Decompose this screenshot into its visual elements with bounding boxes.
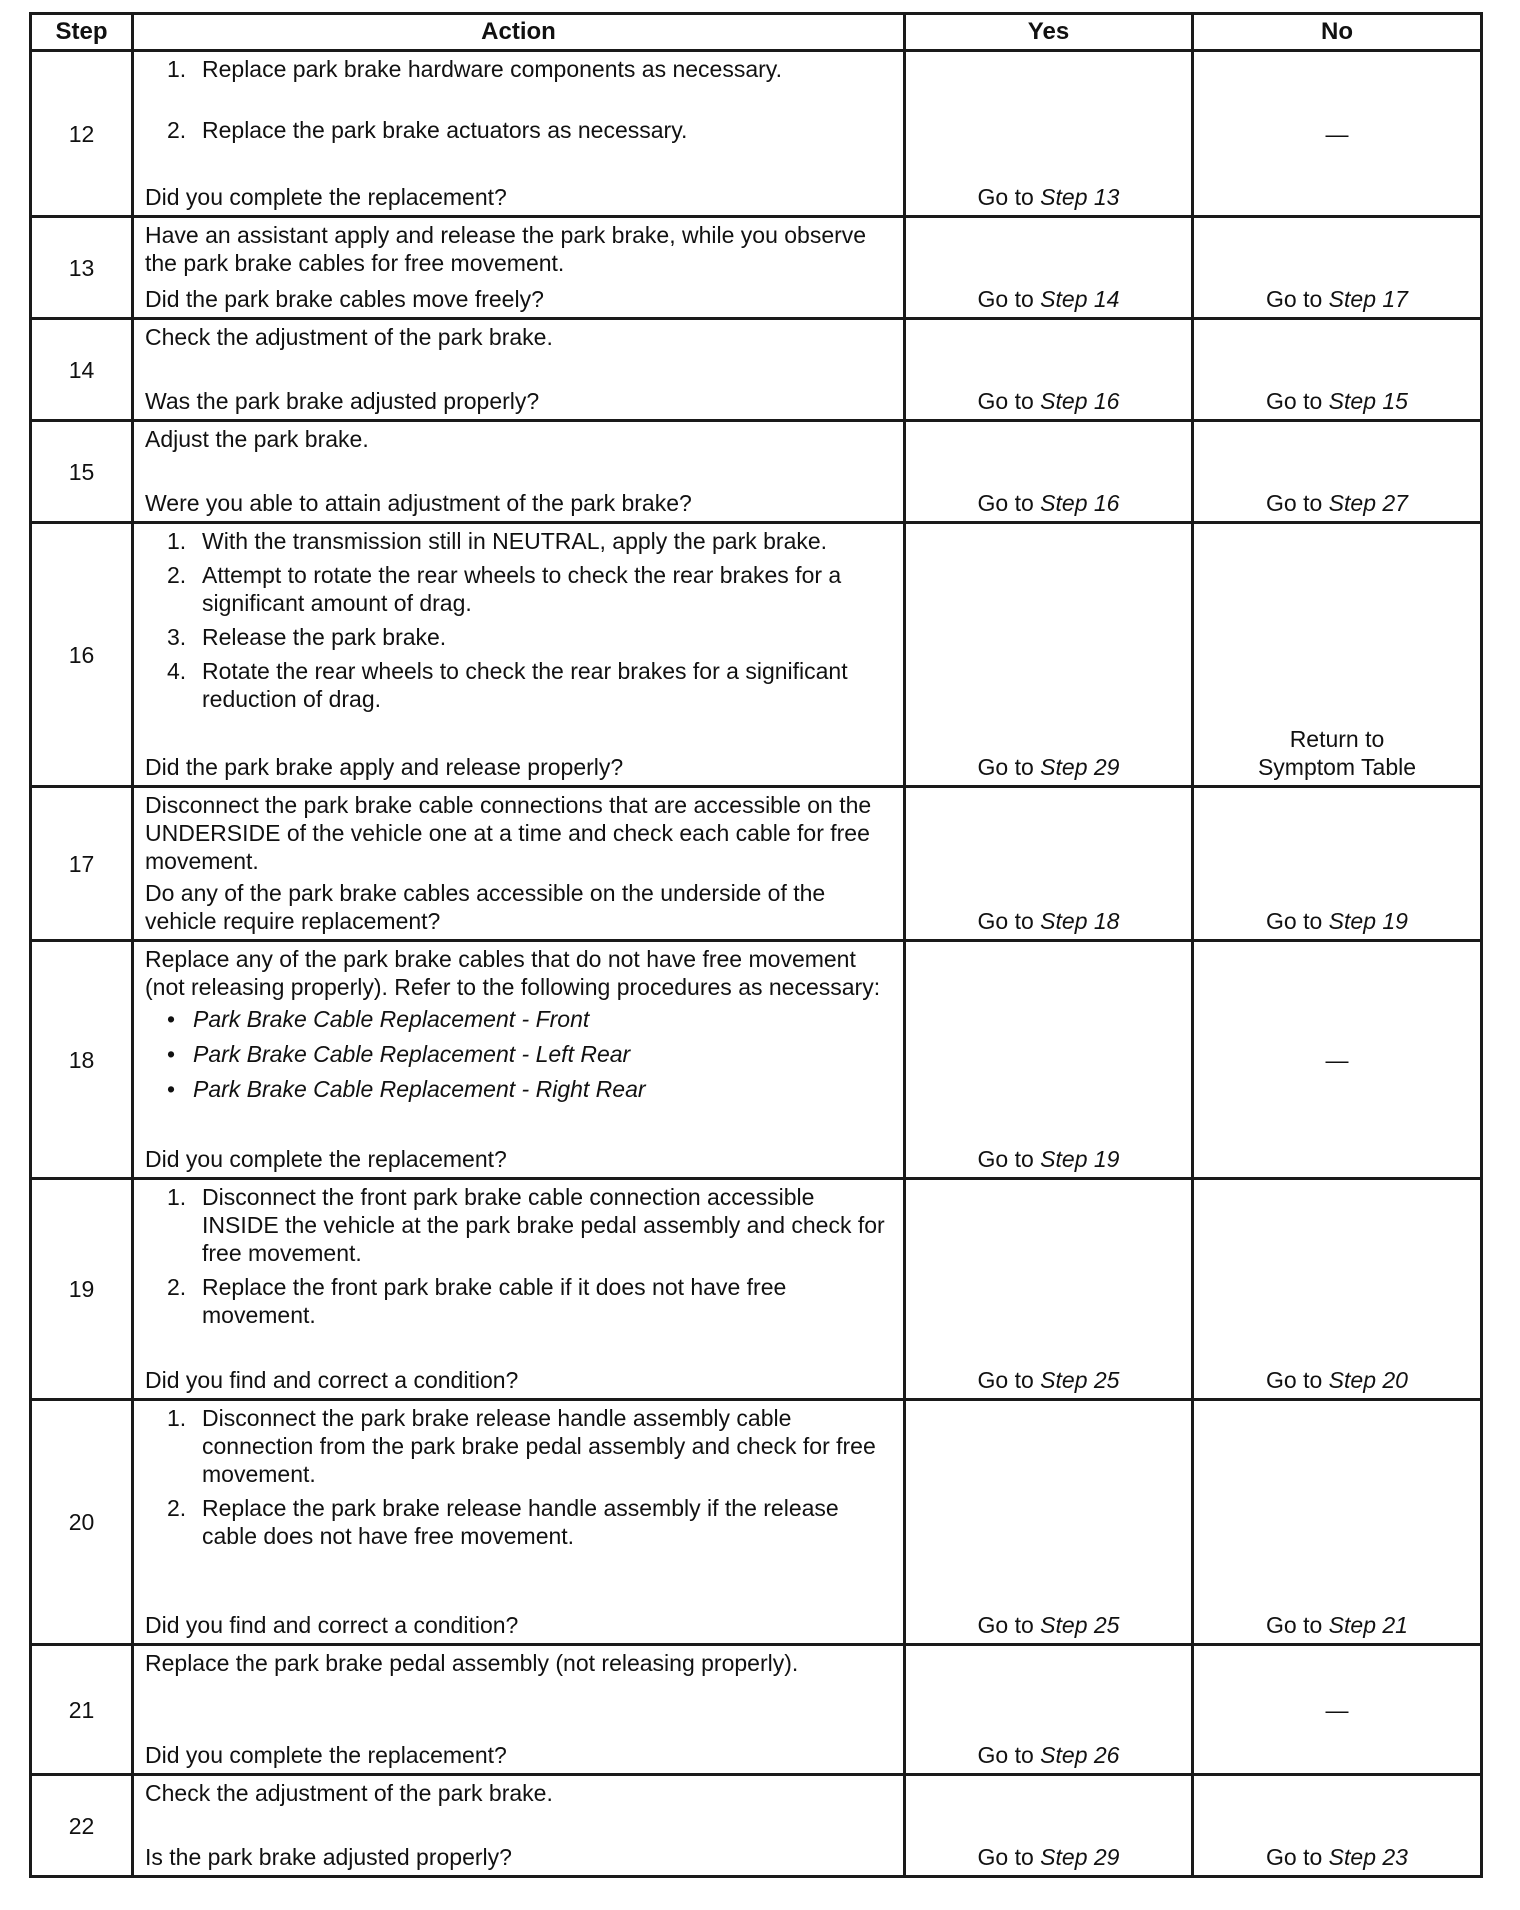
- step-number: 15: [31, 421, 133, 523]
- no-cell: [1193, 941, 1482, 1179]
- numbered-step: [145, 1183, 893, 1267]
- procedure-link: • Park Brake Cable Replacement - Right Rear: [145, 1075, 893, 1103]
- yes-cell: [905, 217, 1193, 319]
- no-cell: [1193, 51, 1482, 217]
- numbered-step: [145, 1494, 893, 1550]
- numbered-step: [145, 1273, 893, 1329]
- action-question: Is the park brake adjusted properly?: [145, 1844, 512, 1870]
- goto-yes: [978, 754, 1120, 780]
- step-number: 13: [31, 217, 133, 319]
- no-cell: [1193, 319, 1482, 421]
- no-text-line: Return to: [1289, 726, 1385, 752]
- goto-prefix: Go to: [977, 388, 1034, 414]
- table-row: [31, 51, 1482, 217]
- action-question: Do any of the park brake cables accessible on the underside of the vehicle require replacement?: [145, 880, 826, 934]
- action-question: Did you complete the replacement?: [145, 1146, 507, 1172]
- goto-step-ref: Step 27: [1328, 490, 1408, 516]
- goto-step-ref: Step 19: [1040, 1146, 1120, 1172]
- goto-no: [1266, 1367, 1408, 1393]
- goto-yes: [978, 1612, 1120, 1638]
- not-applicable-dash: —: [1325, 1696, 1349, 1723]
- goto-step-ref: Step 21: [1328, 1612, 1408, 1638]
- procedure-link: • Park Brake Cable Replacement - Left Rear: [145, 1040, 893, 1068]
- goto-no: [1266, 1844, 1408, 1870]
- goto-no: [1266, 388, 1408, 414]
- action-instruction: Have an assistant apply and release the park brake, while you observe the park brake cables for free movement.: [145, 222, 867, 276]
- numbered-steps: [145, 1183, 893, 1335]
- goto-step-ref: Step 17: [1328, 286, 1408, 312]
- goto-step-ref: Step 25: [1040, 1367, 1120, 1393]
- yes-cell: [905, 1179, 1193, 1400]
- step-text: Disconnect the front park brake cable connection accessible INSIDE the vehicle at the park brake pedal assembly and check for free movement.: [202, 1184, 885, 1266]
- goto-prefix: Go to: [1266, 908, 1323, 934]
- goto-prefix: Go to: [977, 908, 1034, 934]
- diagnostic-table: [29, 12, 1483, 1878]
- goto-step-ref: Step 16: [1040, 388, 1120, 414]
- no-cell: [1193, 787, 1482, 941]
- step-text: Replace the park brake release handle assembly if the release cable does not have free movement.: [202, 1495, 839, 1549]
- numbered-step: [145, 657, 893, 713]
- step-number: 16: [31, 523, 133, 787]
- goto-step-ref: Step 29: [1040, 754, 1120, 780]
- goto-step-ref: Step 26: [1040, 1742, 1120, 1768]
- action-instruction: Check the adjustment of the park brake.: [145, 1780, 553, 1806]
- goto-step-ref: Step 29: [1040, 1844, 1120, 1870]
- step-index: 2.: [167, 1495, 187, 1521]
- yes-cell: [905, 421, 1193, 523]
- step-number: 20: [31, 1400, 133, 1645]
- yes-cell: [905, 787, 1193, 941]
- step-index: 1.: [167, 1184, 187, 1210]
- goto-prefix: Go to: [1266, 1844, 1323, 1870]
- action-cell: [133, 523, 905, 787]
- goto-no: [1266, 1612, 1408, 1638]
- goto-yes: [978, 490, 1120, 516]
- no-cell: [1193, 1400, 1482, 1645]
- goto-yes: [978, 184, 1120, 210]
- action-content: [134, 422, 903, 521]
- no-cell: [1193, 1179, 1482, 1400]
- action-cell: [133, 1775, 905, 1877]
- goto-step-ref: Step 25: [1040, 1612, 1120, 1638]
- no-cell: [1193, 1645, 1482, 1775]
- numbered-step: [145, 561, 893, 617]
- step-index: 1.: [167, 56, 187, 82]
- step-index: 4.: [167, 658, 187, 684]
- action-question: Was the park brake adjusted properly?: [145, 388, 540, 414]
- goto-step-ref: Step 23: [1328, 1844, 1408, 1870]
- step-number: 17: [31, 787, 133, 941]
- action-question: Did the park brake apply and release properly?: [145, 754, 624, 780]
- numbered-steps: [145, 1404, 893, 1556]
- goto-prefix: Go to: [977, 1742, 1034, 1768]
- header-step: Step: [31, 14, 133, 51]
- numbered-steps: [145, 55, 893, 150]
- header-action: Action: [133, 14, 905, 51]
- goto-prefix: Go to: [977, 1612, 1034, 1638]
- table-row: [31, 319, 1482, 421]
- action-instruction: Disconnect the park brake cable connections that are accessible on the UNDERSIDE of the vehicle one at a time and check each cable for free movement.: [145, 792, 872, 874]
- table-row: [31, 523, 1482, 787]
- action-cell: [133, 1645, 905, 1775]
- goto-step-ref: Step 16: [1040, 490, 1120, 516]
- table-body: [31, 51, 1482, 1877]
- step-text: Release the park brake.: [202, 624, 447, 650]
- action-question: Did you complete the replacement?: [145, 1742, 507, 1768]
- no-text-line: Symptom Table: [1257, 754, 1417, 780]
- action-cell: [133, 217, 905, 319]
- goto-prefix: Go to: [1266, 1612, 1323, 1638]
- goto-yes: [978, 1367, 1120, 1393]
- goto-prefix: Go to: [1266, 490, 1323, 516]
- goto-step-ref: Step 14: [1040, 286, 1120, 312]
- table-row: [31, 217, 1482, 319]
- table-row: [31, 1645, 1482, 1775]
- goto-step-ref: Step 20: [1328, 1367, 1408, 1393]
- goto-no: [1266, 286, 1408, 312]
- goto-step-ref: Step 13: [1040, 184, 1120, 210]
- step-number: 22: [31, 1775, 133, 1877]
- action-content: [134, 524, 903, 785]
- goto-step-ref: Step 18: [1040, 908, 1120, 934]
- numbered-steps: [145, 527, 893, 719]
- action-cell: [133, 421, 905, 523]
- action-content: [134, 218, 903, 317]
- goto-prefix: Go to: [977, 1146, 1034, 1172]
- action-content: [134, 52, 903, 215]
- action-content: [134, 1776, 903, 1875]
- goto-prefix: Go to: [1266, 388, 1323, 414]
- numbered-step: [145, 1404, 893, 1488]
- yes-cell: [905, 1400, 1193, 1645]
- table-row: [31, 1775, 1482, 1877]
- action-content: [134, 320, 903, 419]
- step-number: 21: [31, 1645, 133, 1775]
- action-instruction: Replace the park brake pedal assembly (not releasing properly).: [145, 1650, 799, 1676]
- action-question: Did you find and correct a condition?: [145, 1367, 519, 1393]
- action-content: [134, 1646, 903, 1773]
- numbered-step: [145, 527, 893, 555]
- step-number: 12: [31, 51, 133, 217]
- yes-cell: [905, 51, 1193, 217]
- table-row: [31, 421, 1482, 523]
- action-cell: [133, 319, 905, 421]
- yes-cell: [905, 523, 1193, 787]
- action-cell: [133, 1400, 905, 1645]
- step-text: Disconnect the park brake release handle assembly cable connection from the park brake pedal assembly and check for free movement.: [202, 1405, 876, 1487]
- numbered-step: [145, 116, 893, 144]
- procedure-references: [145, 1005, 893, 1110]
- action-content: [134, 1401, 903, 1643]
- action-cell: [133, 787, 905, 941]
- step-text: With the transmission still in NEUTRAL, apply the park brake.: [202, 528, 828, 554]
- no-cell: [1193, 421, 1482, 523]
- step-number: 14: [31, 319, 133, 421]
- step-text: Rotate the rear wheels to check the rear brakes for a significant reduction of drag.: [202, 658, 848, 712]
- goto-prefix: Go to: [977, 184, 1034, 210]
- yes-cell: [905, 1645, 1193, 1775]
- step-index: 3.: [167, 624, 187, 650]
- goto-prefix: Go to: [977, 754, 1034, 780]
- action-instruction: Adjust the park brake.: [145, 426, 369, 452]
- action-cell: [133, 1179, 905, 1400]
- goto-prefix: Go to: [1266, 1367, 1323, 1393]
- no-cell: [1193, 1775, 1482, 1877]
- table-row: [31, 941, 1482, 1179]
- table-row: [31, 1179, 1482, 1400]
- no-cell: [1193, 523, 1482, 787]
- goto-prefix: Go to: [977, 490, 1034, 516]
- goto-no: [1266, 490, 1408, 516]
- step-index: 2.: [167, 562, 187, 588]
- action-content: [134, 788, 903, 939]
- action-question: Were you able to attain adjustment of the park brake?: [145, 490, 692, 516]
- yes-cell: [905, 319, 1193, 421]
- action-question: Did you complete the replacement?: [145, 184, 507, 210]
- header-no: No: [1193, 14, 1482, 51]
- goto-step-ref: Step 19: [1328, 908, 1408, 934]
- numbered-step: [145, 623, 893, 651]
- action-instruction: Replace any of the park brake cables that do not have free movement (not releasing properly). Refer to the following procedures as necessary:: [145, 946, 881, 1000]
- goto-prefix: Go to: [977, 1367, 1034, 1393]
- goto-prefix: Go to: [977, 1844, 1034, 1870]
- table-row: [31, 787, 1482, 941]
- goto-yes: [978, 1146, 1120, 1172]
- yes-cell: [905, 941, 1193, 1179]
- yes-cell: [905, 1775, 1193, 1877]
- action-instruction: Check the adjustment of the park brake.: [145, 324, 553, 350]
- action-content: [134, 942, 903, 1177]
- step-index: 2.: [167, 1274, 187, 1300]
- table-row: [31, 1400, 1482, 1645]
- step-text: Replace the front park brake cable if it does not have free movement.: [202, 1274, 787, 1328]
- goto-yes: [978, 388, 1120, 414]
- goto-prefix: Go to: [977, 286, 1034, 312]
- step-number: 19: [31, 1179, 133, 1400]
- goto-yes: [978, 1742, 1120, 1768]
- action-content: [134, 1180, 903, 1398]
- procedure-link: • Park Brake Cable Replacement - Front: [145, 1005, 893, 1033]
- not-applicable-dash: —: [1325, 120, 1349, 147]
- step-index: 1.: [167, 528, 187, 554]
- action-question: Did the park brake cables move freely?: [145, 286, 544, 312]
- step-text: Replace park brake hardware components as necessary.: [202, 56, 782, 82]
- step-index: 2.: [167, 117, 187, 143]
- goto-no: [1266, 908, 1408, 934]
- numbered-step: [145, 55, 893, 83]
- step-text: Replace the park brake actuators as necessary.: [202, 117, 688, 143]
- step-number: 18: [31, 941, 133, 1179]
- action-cell: [133, 941, 905, 1179]
- header-yes: Yes: [905, 14, 1193, 51]
- header-row: [31, 14, 1482, 51]
- step-index: 1.: [167, 1405, 187, 1431]
- goto-yes: [978, 1844, 1120, 1870]
- step-text: Attempt to rotate the rear wheels to check the rear brakes for a significant amount of drag.: [202, 562, 842, 616]
- not-applicable-dash: —: [1325, 1046, 1349, 1073]
- no-cell: [1193, 217, 1482, 319]
- goto-yes: [978, 286, 1120, 312]
- goto-yes: [978, 908, 1120, 934]
- action-question: Did you find and correct a condition?: [145, 1612, 519, 1638]
- goto-prefix: Go to: [1266, 286, 1323, 312]
- action-cell: [133, 51, 905, 217]
- goto-step-ref: Step 15: [1328, 388, 1408, 414]
